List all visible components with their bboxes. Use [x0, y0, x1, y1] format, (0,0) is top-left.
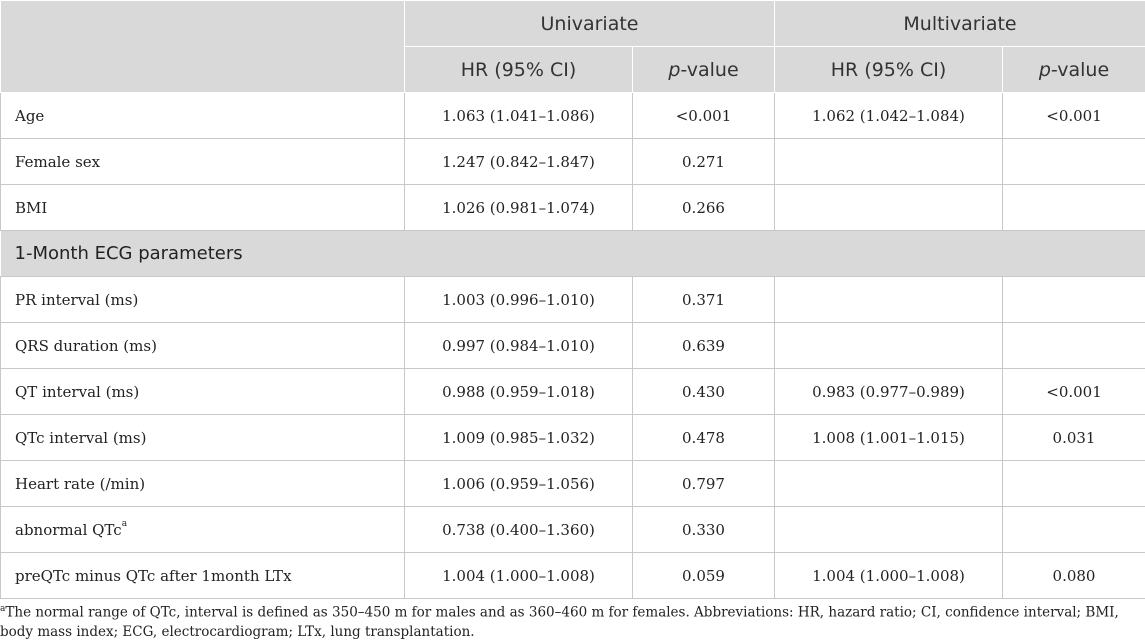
- footnote-text: The normal range of QTc, interval is defined as 350–450 m for males and as 360–460 m for females. Abbreviations: HR, hazard ratio; CI, confidence interval; BMI, body mass index; ECG, electrocardiogram; LTx, lung transplantation.: [0, 605, 1119, 640]
- uni-p-cell: 0.271: [633, 139, 775, 185]
- multi-p-cell: [1003, 507, 1145, 553]
- uni-p-cell: 0.797: [633, 461, 775, 507]
- multi-hr-cell: 1.062 (1.042–1.084): [775, 93, 1003, 139]
- table-row: [1, 139, 1145, 185]
- uni-hr-cell: 1.006 (0.959–1.056): [405, 461, 633, 507]
- multi-p-cell: <0.001: [1003, 93, 1145, 139]
- row-label: PR interval (ms): [1, 277, 405, 323]
- table-row: [1, 93, 1145, 139]
- multi-hr-cell: [775, 185, 1003, 231]
- footnote-marker: a: [122, 519, 127, 529]
- uni-hr-cell: 1.009 (0.985–1.032): [405, 415, 633, 461]
- table-row: [1, 185, 1145, 231]
- multi-hr-cell: [775, 277, 1003, 323]
- table-row: [1, 507, 1145, 553]
- footnote-marker: a: [0, 604, 5, 614]
- multi-hr-cell: [775, 461, 1003, 507]
- multi-hr-cell: [775, 139, 1003, 185]
- row-label-cell: [1, 507, 405, 553]
- uni-hr-cell: 1.004 (1.000–1.008): [405, 553, 633, 599]
- univariate-header: Univariate: [405, 1, 775, 47]
- multi-p-cell: 0.031: [1003, 415, 1145, 461]
- table-row: [1, 277, 1145, 323]
- row-label: Female sex: [1, 139, 405, 185]
- multi-hr-header: HR (95% CI): [775, 47, 1003, 93]
- uni-p-header: [633, 47, 775, 93]
- table-footnote: [0, 600, 1145, 642]
- uni-hr-cell: 1.003 (0.996–1.010): [405, 277, 633, 323]
- multi-hr-cell: 0.983 (0.977–0.989): [775, 369, 1003, 415]
- multi-p-cell: [1003, 323, 1145, 369]
- multi-hr-cell: 1.008 (1.001–1.015): [775, 415, 1003, 461]
- uni-hr-cell: 1.063 (1.041–1.086): [405, 93, 633, 139]
- uni-p-cell: 0.330: [633, 507, 775, 553]
- uni-p-cell: 0.059: [633, 553, 775, 599]
- row-label: Age: [1, 93, 405, 139]
- uni-hr-header: HR (95% CI): [405, 47, 633, 93]
- uni-p-cell: 0.478: [633, 415, 775, 461]
- row-label: QT interval (ms): [1, 369, 405, 415]
- multi-p-cell: [1003, 139, 1145, 185]
- multivariate-header: Multivariate: [775, 1, 1145, 47]
- multi-hr-cell: 1.004 (1.000–1.008): [775, 553, 1003, 599]
- multi-hr-cell: [775, 323, 1003, 369]
- uni-p-cell: 0.371: [633, 277, 775, 323]
- multi-p-cell: [1003, 185, 1145, 231]
- table-row: [1, 369, 1145, 415]
- uni-hr-cell: 0.738 (0.400–1.360): [405, 507, 633, 553]
- section-label: 1-Month ECG parameters: [1, 231, 1145, 277]
- uni-hr-cell: 0.997 (0.984–1.010): [405, 323, 633, 369]
- p-letter: p: [668, 59, 680, 81]
- p-letter: p: [1039, 59, 1051, 81]
- multi-p-cell: [1003, 461, 1145, 507]
- table-row: [1, 323, 1145, 369]
- uni-p-cell: <0.001: [633, 93, 775, 139]
- multi-p-cell: [1003, 277, 1145, 323]
- row-label: QRS duration (ms): [1, 323, 405, 369]
- row-label: preQTc minus QTc after 1month LTx: [1, 553, 405, 599]
- multi-p-cell: 0.080: [1003, 553, 1145, 599]
- multi-p-header: [1003, 47, 1145, 93]
- header-group-row: [1, 1, 1145, 47]
- table-row: [1, 553, 1145, 599]
- table-row: [1, 461, 1145, 507]
- row-label: BMI: [1, 185, 405, 231]
- uni-p-cell: 0.639: [633, 323, 775, 369]
- multi-hr-cell: [775, 507, 1003, 553]
- p-suffix: -value: [1051, 59, 1109, 81]
- row-label: QTc interval (ms): [1, 415, 405, 461]
- row-label: abnormal QTc: [15, 521, 122, 539]
- uni-p-cell: 0.430: [633, 369, 775, 415]
- p-suffix: -value: [680, 59, 738, 81]
- table-row: [1, 415, 1145, 461]
- multi-p-cell: <0.001: [1003, 369, 1145, 415]
- header-empty-cell: [1, 1, 405, 93]
- uni-p-cell: 0.266: [633, 185, 775, 231]
- uni-hr-cell: 1.026 (0.981–1.074): [405, 185, 633, 231]
- uni-hr-cell: 0.988 (0.959–1.018): [405, 369, 633, 415]
- row-label: Heart rate (/min): [1, 461, 405, 507]
- section-row: [1, 231, 1145, 277]
- uni-hr-cell: 1.247 (0.842–1.847): [405, 139, 633, 185]
